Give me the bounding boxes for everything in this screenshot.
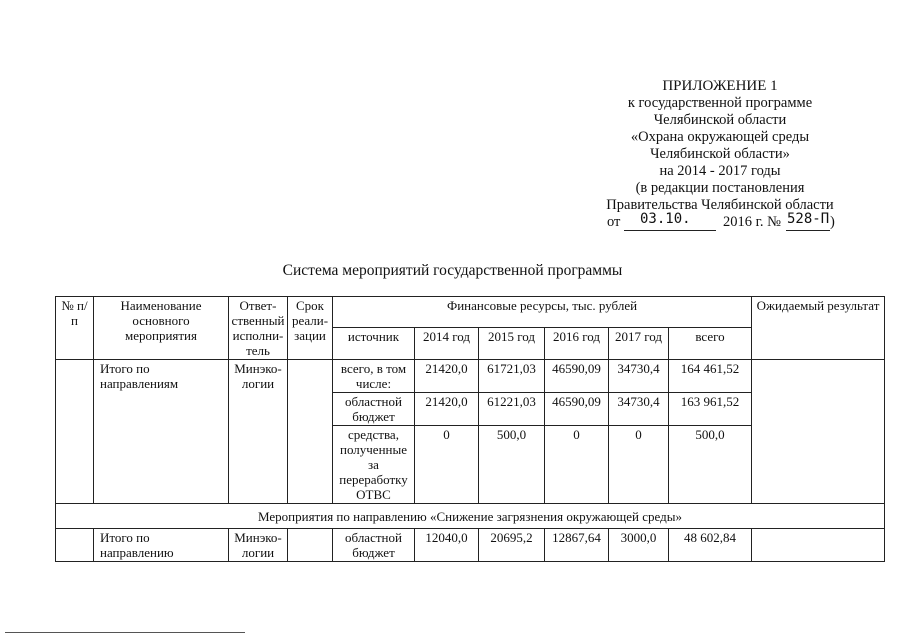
cell-total: 500,0: [669, 426, 752, 504]
header-result: Ожидаемый результат: [752, 297, 885, 360]
header-total: всего: [669, 327, 752, 359]
cell-2014: 0: [415, 426, 479, 504]
appendix-line: (в редакции постановления: [635, 180, 805, 196]
cell-num: [56, 529, 94, 562]
cell-2014: 12040,0: [415, 529, 479, 562]
date-underline: [624, 230, 716, 231]
header-2014: 2014 год: [415, 327, 479, 359]
header-name: Наименование основного мероприятия: [94, 297, 229, 360]
appendix-block: [560, 78, 880, 234]
handwritten-date: 03.10.: [640, 211, 691, 227]
cell-term: [288, 360, 333, 504]
header-source: источник: [333, 327, 415, 359]
cell-responsible: Минэко-логии: [229, 360, 288, 504]
cell-2016: 12867,64: [545, 529, 609, 562]
number-underline: [786, 230, 830, 231]
document-title: Система мероприятий государственной программы: [282, 262, 623, 279]
cell-2017: 3000,0: [609, 529, 669, 562]
table-row: [56, 360, 885, 393]
section-row: [56, 504, 885, 529]
header-num: № п/п: [56, 297, 94, 360]
cell-2014: 21420,0: [415, 360, 479, 393]
cell-2015: 61221,03: [479, 393, 545, 426]
cell-responsible: Минэко-логии: [229, 529, 288, 562]
handwritten-number: 528-П: [787, 211, 830, 227]
cell-name: Итого по направлениям: [94, 360, 229, 504]
appendix-line: Челябинской области: [653, 112, 787, 128]
cell-2017: 34730,4: [609, 393, 669, 426]
cell-2016: 46590,09: [545, 360, 609, 393]
cell-source: областной бюджет: [333, 393, 415, 426]
header-row-1: [56, 297, 885, 328]
header-2017: 2017 год: [609, 327, 669, 359]
appendix-line: на 2014 - 2017 годы: [659, 163, 781, 179]
cell-name: Итого по направлению: [94, 529, 229, 562]
appendix-line: к государственной программе: [627, 95, 813, 111]
header-2016: 2016 год: [545, 327, 609, 359]
cell-total: 48 602,84: [669, 529, 752, 562]
cell-2015: 20695,2: [479, 529, 545, 562]
cell-result: [752, 529, 885, 562]
header-term: Срок реали-зации: [288, 297, 333, 360]
cell-source: всего, в том числе:: [333, 360, 415, 393]
cell-2015: 61721,03: [479, 360, 545, 393]
cell-2015: 500,0: [479, 426, 545, 504]
cell-num: [56, 360, 94, 504]
appendix-line: Челябинской области»: [650, 146, 790, 162]
cell-result: [752, 360, 885, 504]
cell-total: 164 461,52: [669, 360, 752, 393]
year-number-text: 2016 г. №: [723, 214, 782, 230]
cell-2017: 0: [609, 426, 669, 504]
section-title: Мероприятия по направлению «Снижение загрязнения окружающей среды»: [56, 504, 885, 529]
appendix-line: «Охрана окружающей среды: [630, 129, 810, 145]
close-paren: ): [830, 214, 835, 230]
resolution-date-line: [560, 211, 880, 234]
program-measures-table: [55, 296, 885, 562]
header-responsible: Ответ-ственный исполни-тель: [229, 297, 288, 360]
cell-2017: 34730,4: [609, 360, 669, 393]
cell-2016: 46590,09: [545, 393, 609, 426]
appendix-line: Правительства Челябинской области: [606, 197, 834, 213]
page-edge-line: [5, 632, 245, 633]
header-finance: Финансовые ресурсы, тыс. рублей: [333, 297, 752, 328]
table-row: [56, 529, 885, 562]
cell-2014: 21420,0: [415, 393, 479, 426]
cell-total: 163 961,52: [669, 393, 752, 426]
header-2015: 2015 год: [479, 327, 545, 359]
cell-source: средства, полученные за переработку ОТВС: [333, 426, 415, 504]
cell-term: [288, 529, 333, 562]
cell-2016: 0: [545, 426, 609, 504]
cell-source: областной бюджет: [333, 529, 415, 562]
appendix-heading: ПРИЛОЖЕНИЕ 1: [662, 78, 778, 94]
date-prefix: от: [607, 214, 621, 230]
